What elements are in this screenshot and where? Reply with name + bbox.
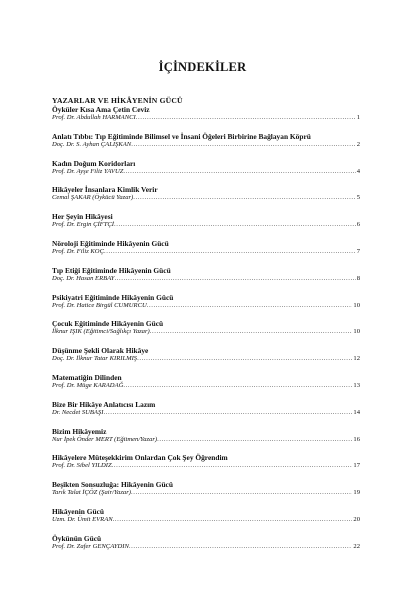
- dot-leader: [113, 516, 353, 524]
- toc-entry-page-number: 6: [356, 221, 360, 229]
- toc-entry-title: Öyküler Kısa Ama Çetin Ceviz: [52, 105, 150, 114]
- toc-entry-author: Prof. Dr. Hatice Birgül CUMURCU: [52, 301, 147, 309]
- toc-entry[interactable]: [52, 534, 360, 551]
- toc-entry[interactable]: [52, 293, 360, 310]
- toc-entry-title: Hikâyenin Gücü: [52, 506, 104, 516]
- toc-entry-page-number: 5: [356, 194, 360, 202]
- toc-entry-author: Prof. Dr. Müge KARADAĞ: [52, 381, 124, 389]
- toc-entry-author-line: [52, 302, 360, 310]
- toc-entry-author: Doç. Dr. Hasan ERBAY: [52, 274, 115, 282]
- toc-entry-author: Doç. Dr. S. Ayhan ÇALIŞKAN: [52, 140, 132, 148]
- toc-entry[interactable]: [52, 400, 360, 417]
- page-title: İÇİNDEKİLER: [158, 60, 247, 74]
- toc-entry-author: Prof. Dr. Zafer GENÇAYDIN: [52, 542, 129, 550]
- dot-leader: [104, 248, 356, 256]
- toc-entry-title: Bize Bir Hikâye Anlatıcısı Lazım: [52, 399, 156, 409]
- dot-leader: [131, 489, 352, 497]
- dot-leader: [133, 194, 355, 202]
- toc-entry[interactable]: [52, 212, 360, 229]
- toc-entry-title: Bizim Hikâyemiz: [52, 426, 107, 436]
- toc-entry[interactable]: [52, 105, 360, 122]
- toc-entry-author-line: [52, 516, 360, 524]
- toc-entry-title: Matematiğin Dilinden: [52, 372, 122, 382]
- toc-entry-author-line: [52, 114, 360, 122]
- dot-leader: [157, 436, 352, 444]
- toc-entry-title: Çocuk Eğitiminde Hikâyenin Gücü: [52, 319, 164, 329]
- dot-leader: [112, 462, 353, 470]
- dot-leader: [150, 328, 353, 336]
- toc-entry-title: Hikâyeler İnsanlara Kimlik Verir: [52, 185, 158, 195]
- toc-entry-page-number: 12: [353, 355, 360, 363]
- toc-entry-author-line: [52, 543, 360, 551]
- toc-entry-page-number: 10: [353, 328, 360, 336]
- toc-entry-author: Prof. Dr. Ayşe Filiz YAVUZ: [52, 167, 124, 175]
- toc-entry-author-line: [52, 141, 360, 149]
- table-of-contents: [52, 96, 360, 551]
- toc-entry[interactable]: [52, 480, 360, 497]
- toc-entry-page-number: 20: [353, 515, 360, 523]
- toc-entry[interactable]: [52, 346, 360, 363]
- toc-entry[interactable]: [52, 453, 360, 470]
- dot-leader: [123, 382, 352, 390]
- toc-entry-title: Düşünme Şekli Olarak Hikâye: [52, 346, 149, 356]
- toc-entry-author-line: [52, 168, 360, 176]
- toc-entry-page-number: 22: [353, 542, 360, 550]
- toc-entry-author: Dr. Necdet SUBAŞI: [52, 408, 104, 416]
- toc-entry-title: Öykünün Gücü: [52, 533, 102, 543]
- toc-entry-author: Tarık Talat İÇÖZ (Şair/Yazar): [52, 489, 131, 497]
- toc-entry-author: İlknur IŞIK (Eğitimci/Sağlıkçı Yazar): [52, 328, 150, 336]
- dot-leader: [114, 275, 355, 283]
- toc-entry-page-number: 16: [353, 435, 360, 443]
- toc-entry-author: Nur İpek Önder MERT (Eğitmen/Yazar): [52, 435, 158, 443]
- toc-entry-author-line: [52, 194, 360, 202]
- toc-entry-page-number: 2: [356, 140, 360, 148]
- toc-entry[interactable]: [52, 132, 360, 149]
- dot-leader: [129, 543, 353, 551]
- toc-entry[interactable]: [52, 159, 360, 176]
- toc-entry-page-number: 7: [356, 247, 360, 255]
- toc-entry-author-line: [52, 409, 360, 417]
- toc-entry-page-number: 17: [353, 462, 360, 470]
- toc-entry-author-line: [52, 248, 360, 256]
- dot-leader: [137, 355, 352, 363]
- toc-entry-author: Prof. Dr. Ergin ÇİFTÇİ: [52, 221, 114, 229]
- toc-entry-page-number: 13: [353, 381, 360, 389]
- toc-entry-page-number: 4: [356, 167, 360, 175]
- toc-entry-title: Kadın Doğum Koridorları: [52, 158, 136, 168]
- toc-entry-list: [52, 105, 360, 551]
- toc-entry-author-line: [52, 355, 360, 363]
- dot-leader: [123, 168, 355, 176]
- toc-entry-author-line: [52, 436, 360, 444]
- toc-entry-author-line: [52, 275, 360, 283]
- toc-entry-title: Hikâyelere Müteşekkirim Onlardan Çok Şey Öğrendim: [52, 453, 228, 463]
- section-heading: YAZARLAR VE HİKÂYENİN GÜCÜ: [52, 96, 183, 105]
- toc-entry-author: Uzm. Dr. Ümit EVRAN: [52, 515, 113, 523]
- toc-entry-author: Doç. Dr. İlknur Tatar KIRILMIŞ: [52, 355, 138, 363]
- toc-entry-page-number: 1: [356, 114, 360, 121]
- dot-leader: [114, 221, 356, 229]
- toc-entry-author-line: [52, 489, 360, 497]
- dot-leader: [136, 114, 356, 122]
- dot-leader: [103, 409, 352, 417]
- toc-entry-author-line: [52, 462, 360, 470]
- toc-entry[interactable]: [52, 507, 360, 524]
- toc-entry-author: Prof. Dr. Abdullah HARMANCI: [52, 114, 136, 121]
- toc-entry-page-number: 14: [353, 408, 360, 416]
- dot-leader: [147, 302, 353, 310]
- toc-entry-author: Prof. Dr. Filiz KOÇ: [52, 247, 104, 255]
- toc-entry-author: Prof. Dr. Sibel YILDIZ: [52, 462, 112, 470]
- toc-entry[interactable]: [52, 266, 360, 283]
- toc-entry-title: Anlatı Tıbbı: Tıp Eğitiminde Bilimsel ve İnsani Öğeleri Birbirine Bağlayan Köprü: [52, 131, 311, 141]
- toc-entry-author-line: [52, 382, 360, 390]
- toc-entry[interactable]: [52, 319, 360, 336]
- toc-entry-page-number: 10: [353, 301, 360, 309]
- toc-entry-author: Cemal ŞAKAR (Öykücü Yazar): [52, 194, 134, 202]
- toc-entry-author-line: [52, 328, 360, 336]
- toc-entry[interactable]: [52, 427, 360, 444]
- toc-entry[interactable]: [52, 373, 360, 390]
- toc-entry-page-number: 19: [353, 489, 360, 497]
- toc-entry-title: Her Şeyin Hikâyesi: [52, 212, 113, 222]
- dot-leader: [131, 141, 356, 149]
- toc-entry-title: Nöroloji Eğitiminde Hikâyenin Gücü: [52, 238, 169, 248]
- toc-entry-title: Psikiyatri Eğitiminde Hikâyenin Gücü: [52, 292, 174, 302]
- toc-entry[interactable]: [52, 239, 360, 256]
- toc-entry-title: Tıp Etiği Eğitiminde Hikâyenin Gücü: [52, 265, 171, 275]
- toc-entry[interactable]: [52, 185, 360, 202]
- toc-entry-title: Beşikten Sonsuzluğa: Hikâyenin Gücü: [52, 480, 173, 490]
- toc-entry-page-number: 8: [356, 274, 360, 282]
- toc-entry-author-line: [52, 221, 360, 229]
